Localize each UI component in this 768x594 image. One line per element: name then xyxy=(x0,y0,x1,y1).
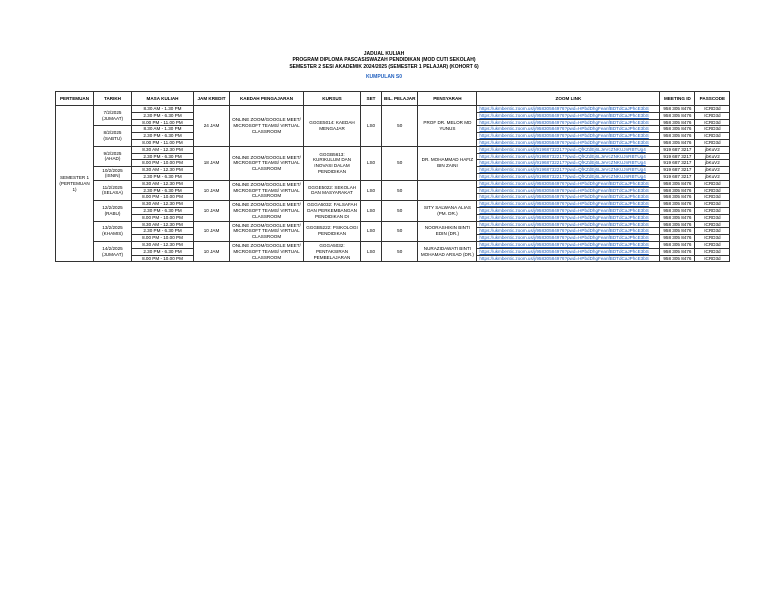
meeting-id-cell: 958 305 8476 xyxy=(660,133,695,140)
passcode-cell: jbKuV2 xyxy=(695,167,730,174)
passcode-cell: ICRD3d xyxy=(695,207,730,214)
date-value: 10/2/2025 xyxy=(102,167,123,173)
day-value: (JUMAAT) xyxy=(101,251,124,257)
meeting-id-cell: 958 305 8476 xyxy=(660,214,695,221)
doc-title: JADUAL KULIAH xyxy=(363,51,405,57)
passcode-cell: ICRD3d xyxy=(695,228,730,235)
schedule-body xyxy=(56,106,730,262)
kaedah-cell: ONLINE ZOOM/GOOGLE MEET/ MICROSOFT TEAMS/ VIRTUAL CLASSROOM xyxy=(230,146,304,180)
passcode-cell: jbKuV2 xyxy=(695,146,730,153)
zoom-link[interactable]: https://ukmbentic.zoom.us/j/95830584976?pwd=HPbdDhgFeanfBDTdCaJPhcE3bS xyxy=(477,228,660,235)
meeting-id-cell: 958 305 8476 xyxy=(660,112,695,119)
day-value: (KHAMIS) xyxy=(102,231,123,237)
table-row xyxy=(56,201,730,208)
zoom-link[interactable]: https://ukmbentic.zoom.us/j/91968732217?pwd=QfKZdEj6LJeVcZNKUJnRBTUg4 xyxy=(477,160,660,167)
meeting-id-cell: 958 305 8476 xyxy=(660,126,695,133)
time-cell: 8.30 AM - 12.30 PM xyxy=(132,241,194,248)
col-zoom: ZOOM LINK xyxy=(477,92,660,106)
meeting-id-cell: 958 305 8476 xyxy=(660,228,695,235)
date-value: 14/2/2025 xyxy=(102,245,123,251)
meeting-id-cell: 919 687 3217 xyxy=(660,160,695,167)
time-cell: 8.30 AM - 1.30 PM xyxy=(132,126,194,133)
meeting-id-cell: 958 305 8476 xyxy=(660,180,695,187)
date-cell xyxy=(94,180,132,200)
col-pertemuan: PERTEMUAN xyxy=(56,92,94,106)
jam-kredit-cell: 24 JAM xyxy=(194,106,230,147)
table-row xyxy=(56,106,730,113)
zoom-link[interactable]: https://ukmbentic.zoom.us/j/95830584976?pwd=HPbdDhgFeanfBDTdCaJPhcE3bS xyxy=(477,235,660,242)
bil-pelajar-cell: 50 xyxy=(382,106,418,147)
col-jam: JAM KREDIT xyxy=(194,92,230,106)
kursus-cell: GGGA5032: PENTAKSIRAN PEMBELAJARAN xyxy=(304,241,361,261)
meeting-id-cell: 958 305 8476 xyxy=(660,187,695,194)
zoom-link[interactable]: https://ukmbentic.zoom.us/j/95830584976?pwd=HPbdDhgFeanfBDTdCaJPhcE3bS xyxy=(477,106,660,113)
kursus-cell: GGGB5613: KURIKULUM DAN INOVASI DALAM PENDIDIKAN xyxy=(304,146,361,180)
kursus-cell: GGGB5222: PSIKOLOGI PENDIDIKAN xyxy=(304,221,361,241)
meeting-id-cell: 919 687 3217 xyxy=(660,173,695,180)
date-value: 13/2/2025 xyxy=(102,225,123,231)
date-cell xyxy=(94,106,132,126)
zoom-link[interactable]: https://ukmbentic.zoom.us/j/95830584976?pwd=HPbdDhgFeanfBDTdCaJPhcE3bS xyxy=(477,201,660,208)
time-cell: 2.30 PM - 6.30 PM xyxy=(132,207,194,214)
time-cell: 8.00 PM - 11.00 PM xyxy=(132,119,194,126)
pensyarah-cell: PROF DR. MELOR MD YUNUS xyxy=(418,106,477,147)
date-value: 12/2/2025 xyxy=(102,205,123,211)
zoom-link[interactable]: https://ukmbentic.zoom.us/j/95830584976?pwd=HPbdDhgFeanfBDTdCaJPhcE3bS xyxy=(477,214,660,221)
passcode-cell: ICRD3d xyxy=(695,221,730,228)
table-row xyxy=(56,221,730,228)
kursus-cell: GGGA5032: FALSAFAH DAN PERKEMBANGAN PENDIDIKAN DI xyxy=(304,201,361,221)
zoom-link[interactable]: https://ukmbentic.zoom.us/j/91968732217?pwd=QfKZdEj6LJeVcZNKUJnRBTUg4 xyxy=(477,146,660,153)
time-cell: 2.30 PM - 6.30 PM xyxy=(132,228,194,235)
pensyarah-cell: NOORASHIKIN BINTI EDIN (DR.) xyxy=(418,221,477,241)
date-value: 7/2/2025 xyxy=(103,109,122,115)
passcode-cell: ICRD3d xyxy=(695,112,730,119)
bil-pelajar-cell: 50 xyxy=(382,241,418,261)
pensyarah-cell: NURAZIDAWATI BINTI MOHAMAD ARSAD (DR.) xyxy=(418,241,477,261)
passcode-cell: ICRD3d xyxy=(695,106,730,113)
meeting-id-cell: 958 305 8476 xyxy=(660,248,695,255)
set-cell: LS0 xyxy=(361,241,382,261)
col-pensyarah: PENSYARAH xyxy=(418,92,477,106)
date-cell xyxy=(94,201,132,221)
date-cell xyxy=(94,167,132,181)
jam-kredit-cell: 10 JAM xyxy=(194,180,230,200)
bil-pelajar-cell: 50 xyxy=(382,146,418,180)
passcode-cell: ICRD3d xyxy=(695,139,730,146)
table-row xyxy=(56,241,730,248)
zoom-link[interactable]: https://ukmbentic.zoom.us/j/95830584976?pwd=HPbdDhgFeanfBDTdCaJPhcE3bS xyxy=(477,139,660,146)
day-value: (RABU) xyxy=(104,210,121,216)
bil-pelajar-cell: 50 xyxy=(382,221,418,241)
zoom-link[interactable]: https://ukmbentic.zoom.us/j/95830584976?pwd=HPbdDhgFeanfBDTdCaJPhcE3bS xyxy=(477,187,660,194)
col-tarikh: TARIKH xyxy=(94,92,132,106)
set-cell: LS0 xyxy=(361,180,382,200)
time-cell: 8.00 PM - 10.00 PM xyxy=(132,214,194,221)
time-cell: 2.30 PM - 6.30 PM xyxy=(132,133,194,140)
day-value: (SELASA) xyxy=(102,190,123,196)
program-title: PROGRAM DIPLOMA PASCASISWAZAH PENDIDIKAN (MOD CUTI SEKOLAH) xyxy=(292,57,476,64)
table-row xyxy=(56,180,730,187)
col-bil: BIL. PELAJAR xyxy=(382,92,418,106)
kaedah-cell: ONLINE ZOOM/GOOGLE MEET/ MICROSOFT TEAMS/ VIRTUAL CLASSROOM xyxy=(230,241,304,261)
zoom-link[interactable]: https://ukmbentic.zoom.us/j/95830584976?pwd=HPbdDhgFeanfBDTdCaJPhcE3bS xyxy=(477,112,660,119)
zoom-link[interactable]: https://ukmbentic.zoom.us/j/95830584976?pwd=HPbdDhgFeanfBDTdCaJPhcE3bS xyxy=(477,221,660,228)
time-cell: 8.30 AM - 12.30 PM xyxy=(132,201,194,208)
zoom-link[interactable]: https://ukmbentic.zoom.us/j/95830584976?pwd=HPbdDhgFeanfBDTdCaJPhcE3bS xyxy=(477,126,660,133)
semester-title: SEMESTER 2 SESI AKADEMIK 2024/2025 (SEMESTER 1 PELAJAR) (KOHORT 6) xyxy=(289,63,479,70)
pertemuan-cell: SEMESTER 1 (PERTEMUAN 1) xyxy=(56,106,94,262)
meeting-id-cell: 958 305 8476 xyxy=(660,255,695,262)
zoom-link[interactable]: https://ukmbentic.zoom.us/j/91968732217?pwd=QfKZdEj6LJeVcZNKUJnRBTUg4 xyxy=(477,153,660,160)
date-value: 9/2/2025 xyxy=(103,150,122,156)
set-cell: LS0 xyxy=(361,201,382,221)
passcode-cell: ICRD3d xyxy=(695,241,730,248)
passcode-cell: ICRD3d xyxy=(695,187,730,194)
date-cell xyxy=(94,126,132,146)
passcode-cell: ICRD3d xyxy=(695,235,730,242)
zoom-link[interactable]: https://ukmbentic.zoom.us/j/95830584976?pwd=HPbdDhgFeanfBDTdCaJPhcE3bS xyxy=(477,248,660,255)
passcode-cell: ICRD3d xyxy=(695,133,730,140)
col-kaedah: KAEDAH PENGAJARAN xyxy=(230,92,304,106)
kaedah-cell: ONLINE ZOOM/GOOGLE MEET/ MICROSOFT TEAMS/ VIRTUAL CLASSROOM xyxy=(230,106,304,147)
time-cell: 8.00 PM - 10.00 PM xyxy=(132,160,194,167)
col-passcode: PASSCODE xyxy=(695,92,730,106)
time-cell: 8.30 AM - 12.30 PM xyxy=(132,180,194,187)
pensyarah-cell: SITY SALWANA ALIAS (PM. DR.) xyxy=(418,201,477,221)
jam-kredit-cell: 10 JAM xyxy=(194,221,230,241)
time-cell: 2.30 PM - 6.30 PM xyxy=(132,173,194,180)
time-cell: 2.30 PM - 6.30 PM xyxy=(132,153,194,160)
time-cell: 2.30 PM - 6.30 PM xyxy=(132,248,194,255)
passcode-cell: ICRD3d xyxy=(695,201,730,208)
time-cell: 8.00 PM - 10.00 PM xyxy=(132,194,194,201)
meeting-id-cell: 958 305 8476 xyxy=(660,221,695,228)
kaedah-cell: ONLINE ZOOM/GOOGLE MEET/ MICROSOFT TEAMS/ VIRTUAL CLASSROOM xyxy=(230,180,304,200)
passcode-cell: jbKuV2 xyxy=(695,153,730,160)
pensyarah-cell xyxy=(418,180,477,200)
time-cell: 8.30 AM - 12.30 PM xyxy=(132,146,194,153)
time-cell: 8.30 AM - 12.30 PM xyxy=(132,167,194,174)
zoom-link[interactable]: https://ukmbentic.zoom.us/j/95830584976?pwd=HPbdDhgFeanfBDTdCaJPhcE3bS xyxy=(477,133,660,140)
zoom-link[interactable]: https://ukmbentic.zoom.us/j/95830584976?pwd=HPbdDhgFeanfBDTdCaJPhcE3bS xyxy=(477,241,660,248)
meeting-id-cell: 919 687 3217 xyxy=(660,153,695,160)
col-kursus: KURSUS xyxy=(304,92,361,106)
day-value: (AHAD) xyxy=(104,156,121,162)
date-value: 8/2/2025 xyxy=(103,130,122,136)
meeting-id-cell: 958 305 8476 xyxy=(660,139,695,146)
meeting-id-cell: 958 305 8476 xyxy=(660,119,695,126)
date-value: 11/2/2025 xyxy=(102,184,123,190)
passcode-cell: jbKuV2 xyxy=(695,160,730,167)
set-cell: LS0 xyxy=(361,146,382,180)
passcode-cell: ICRD3d xyxy=(695,248,730,255)
time-cell: 2.30 PM - 6.30 PM xyxy=(132,112,194,119)
date-cell xyxy=(94,221,132,241)
col-meeting: MEETING ID xyxy=(660,92,695,106)
kaedah-cell: ONLINE ZOOM/GOOGLE MEET/ MICROSOFT TEAMS/ VIRTUAL CLASSROOM xyxy=(230,221,304,241)
schedule-table xyxy=(55,91,730,262)
meeting-id-cell: 919 687 3217 xyxy=(660,146,695,153)
time-cell: 8.30 AM - 12.30 PM xyxy=(132,221,194,228)
zoom-link[interactable]: https://ukmbentic.zoom.us/j/91968732217?pwd=QfKZdEj6LJeVcZNKUJnRBTUg4 xyxy=(477,173,660,180)
jam-kredit-cell: 10 JAM xyxy=(194,201,230,221)
jam-kredit-cell: 10 JAM xyxy=(194,241,230,261)
pensyarah-cell: DR. MOHAMMAD HAFIZ BIN ZAINI xyxy=(418,146,477,180)
zoom-link[interactable]: https://ukmbentic.zoom.us/j/91968732217?pwd=QfKZdEj6LJeVcZNKUJnRBTUg4 xyxy=(477,167,660,174)
passcode-cell: ICRD3d xyxy=(695,180,730,187)
passcode-cell: ICRD3d xyxy=(695,119,730,126)
zoom-link[interactable]: https://ukmbentic.zoom.us/j/95830584976?pwd=HPbdDhgFeanfBDTdCaJPhcE3bS xyxy=(477,180,660,187)
meeting-id-cell: 958 305 8476 xyxy=(660,106,695,113)
kaedah-cell: ONLINE ZOOM/GOOGLE MEET/ MICROSOFT TEAMS/ VIRTUAL CLASSROOM xyxy=(230,201,304,221)
jam-kredit-cell: 18 JAM xyxy=(194,146,230,180)
passcode-cell: ICRD3d xyxy=(695,126,730,133)
day-value: (ISNIN) xyxy=(104,173,121,179)
zoom-link[interactable]: https://ukmbentic.zoom.us/j/95830584976?pwd=HPbdDhgFeanfBDTdCaJPhcE3bS xyxy=(477,194,660,201)
time-cell: 8.00 PM - 10.00 PM xyxy=(132,235,194,242)
passcode-cell: ICRD3d xyxy=(695,214,730,221)
table-row xyxy=(56,146,730,153)
time-cell: 8.30 AM - 1.30 PM xyxy=(132,106,194,113)
group-label: KUMPULAN S0 xyxy=(365,74,403,81)
kursus-cell: GGGE5022: SEKOLAH DAN MASYARAKAT xyxy=(304,180,361,200)
zoom-link[interactable]: https://ukmbentic.zoom.us/j/95830584976?pwd=HPbdDhgFeanfBDTdCaJPhcE3bS xyxy=(477,207,660,214)
passcode-cell: jbKuV2 xyxy=(695,173,730,180)
date-cell xyxy=(94,241,132,261)
passcode-cell: ICRD3d xyxy=(695,194,730,201)
meeting-id-cell: 958 305 8476 xyxy=(660,194,695,201)
time-cell: 8.00 PM - 11.00 PM xyxy=(132,139,194,146)
meeting-id-cell: 958 305 8476 xyxy=(660,235,695,242)
bil-pelajar-cell: 50 xyxy=(382,180,418,200)
date-cell xyxy=(94,146,132,166)
day-value: (JUMAAT) xyxy=(101,115,124,121)
col-masa: MASA KULIAH xyxy=(132,92,194,106)
meeting-id-cell: 958 305 8476 xyxy=(660,207,695,214)
document-header xyxy=(0,51,768,81)
kursus-cell: GGGE5014: KAEDAH MENGAJAR xyxy=(304,106,361,147)
bil-pelajar-cell: 50 xyxy=(382,201,418,221)
col-set: SET xyxy=(361,92,382,106)
time-cell: 2.30 PM - 6.30 PM xyxy=(132,187,194,194)
passcode-cell: ICRD3d xyxy=(695,255,730,262)
meeting-id-cell: 919 687 3217 xyxy=(660,167,695,174)
zoom-link[interactable]: https://ukmbentic.zoom.us/j/95830584976?pwd=HPbdDhgFeanfBDTdCaJPhcE3bS xyxy=(477,119,660,126)
meeting-id-cell: 958 305 8476 xyxy=(660,201,695,208)
set-cell: LS0 xyxy=(361,106,382,147)
zoom-link[interactable]: https://ukmbentic.zoom.us/j/95830584976?pwd=HPbdDhgFeanfBDTdCaJPhcE3bS xyxy=(477,255,660,262)
day-value: (SABTU) xyxy=(103,136,122,142)
meeting-id-cell: 958 305 8476 xyxy=(660,241,695,248)
time-cell: 8.00 PM - 10.00 PM xyxy=(132,255,194,262)
set-cell: LS0 xyxy=(361,221,382,241)
